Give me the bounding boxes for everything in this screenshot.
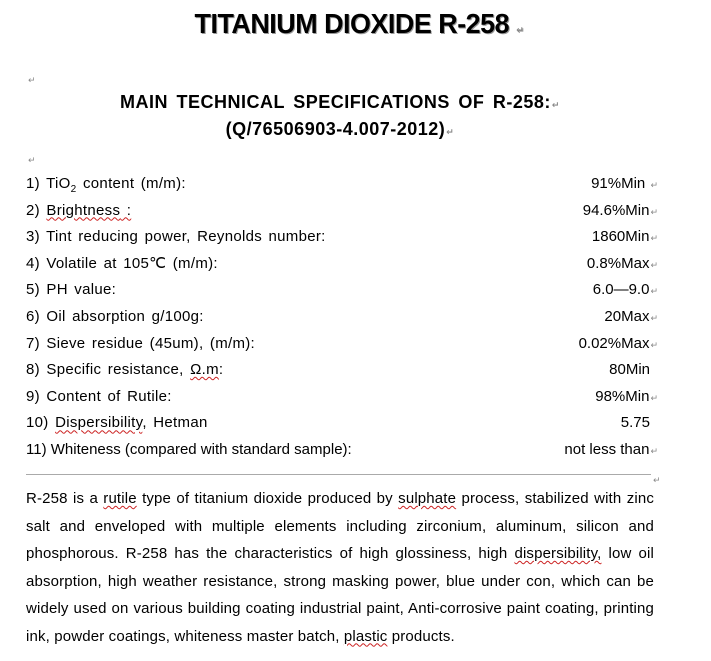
empty-paragraph [27,70,36,88]
spec-label: 5) PH value: [26,281,117,299]
spec-label: 6) Oil absorption g/100g: [26,307,204,325]
subtitle-line-1 [10,92,670,113]
spec-label: 3) Tint reducing power, Reynolds number: [26,228,326,246]
description-text: products. [387,627,455,645]
spec-row [26,280,658,307]
spec-list [26,174,658,467]
spec-label-text: 1) TiO [26,175,71,192]
paragraph-mark: ↵ [446,128,455,138]
spec-value-text: 98%Min [595,387,650,405]
spec-value [604,307,658,329]
spec-value-text: 5.75 [620,414,650,432]
description-text: low oil absorption, high weather resistance, strong masking power, blue under con, which can be widely used on various building coating industrial paint, Anti-corrosive paint coating, printing ink, powder coatings, whiteness master batch, [26,545,654,645]
empty-paragraph [27,150,36,168]
spec-row [26,254,658,281]
spec-value-text: 20Max [604,307,650,325]
spell-check-word: Dispersibility [55,414,143,432]
spec-value-text: not less than [564,440,650,458]
spec-row [26,174,658,201]
spec-label-text: 10) [26,414,56,432]
spec-label-text: content (m/m): [76,175,186,192]
spec-label [26,174,186,200]
spec-value [621,413,650,433]
spec-row [26,360,658,387]
paragraph-mark: ↵ [650,446,658,457]
paragraph-mark: ↵ [28,156,36,166]
paragraph-mark: ↵ [28,76,36,86]
spec-value [595,387,658,409]
spell-check-word: Brightness [46,201,121,219]
paragraph-mark: ↵ [650,260,658,271]
spec-value [593,280,658,302]
paragraph-mark: ↵ [551,101,560,111]
spec-value [583,201,658,223]
paragraph-mark: ↵ [516,26,524,36]
spell-check-word: dispersibility, [514,545,602,562]
spec-label-text: 8) Specific resistance, [26,361,191,379]
spec-label: 4) Volatile at 105℃ (m/m): [26,254,218,272]
spec-value-text: 91%Min [591,175,646,192]
spec-label-subscript: 2 [70,184,77,195]
description-text: type of titanium dioxide produced by [136,490,399,507]
spec-value [591,174,658,196]
spec-label: 7) Sieve residue (45um), (m/m): [26,334,256,352]
spell-check-word: sulphate [398,490,457,507]
spec-label: 11) Whiteness (compared with standard sample): [26,440,352,458]
paragraph-mark: ↵ [650,207,658,218]
spec-label [26,360,223,380]
spec-value [592,227,658,249]
subtitle-line-2 [10,119,670,140]
spec-row [26,413,658,440]
spec-value-text: 94.6%Min [582,201,650,219]
spec-label-text: 2) [26,201,47,219]
spec-row [26,201,658,228]
spec-value-text: 0.02%Max [578,334,650,352]
spec-label [26,201,131,221]
subtitle-line-1-text: MAIN TECHNICAL SPECIFICATIONS OF R-258: [120,92,551,112]
description-text: process, stabilized with zinc salt and enveloped with multiple elements including zirconium, aluminum, silicon and phosphorous. R-258 has the characteristics of high glossiness, high [26,490,654,562]
horizontal-rule [26,474,651,475]
spec-row [26,227,658,254]
paragraph-mark: ↵ [650,340,658,351]
spec-label-text: , Hetman [142,414,208,432]
spec-row [26,307,658,334]
spec-row [26,387,658,414]
paragraph-mark: ↵ [650,313,658,324]
paragraph-mark: ↵ [650,234,658,245]
spec-value-text: 1860Min [591,228,650,246]
spell-check-word: Ω.m [190,361,219,379]
spec-value [609,360,650,380]
spec-value-text: 6.0—9.0 [592,281,650,299]
paragraph-mark: ↵ [650,181,658,191]
spec-label: 9) Content of Rutile: [26,387,172,405]
paragraph-mark: ↵ [653,476,661,486]
description-paragraph [26,485,654,650]
spell-check-word: rutile [103,490,137,507]
spec-value-text: 80Min [609,361,650,379]
paragraph-mark: ↵ [650,287,658,298]
description-text: R-258 is a [26,490,104,507]
paragraph-mark: ↵ [650,393,658,404]
document-title [0,8,711,40]
spec-label-text: : [218,361,224,379]
spec-value [564,440,658,462]
spec-label-text: : [120,201,132,219]
document-title-text: TITANIUM DIOXIDE R-258 [194,8,509,39]
spec-value [579,334,658,356]
spec-row [26,440,658,467]
subtitle-line-2-text: (Q/76506903-4.007-2012) [225,119,446,139]
spec-label [26,413,208,433]
spell-check-word: plastic [343,627,388,645]
spec-value [587,254,658,276]
spec-row [26,334,658,361]
spec-value-text: 0.8%Max [586,254,650,272]
